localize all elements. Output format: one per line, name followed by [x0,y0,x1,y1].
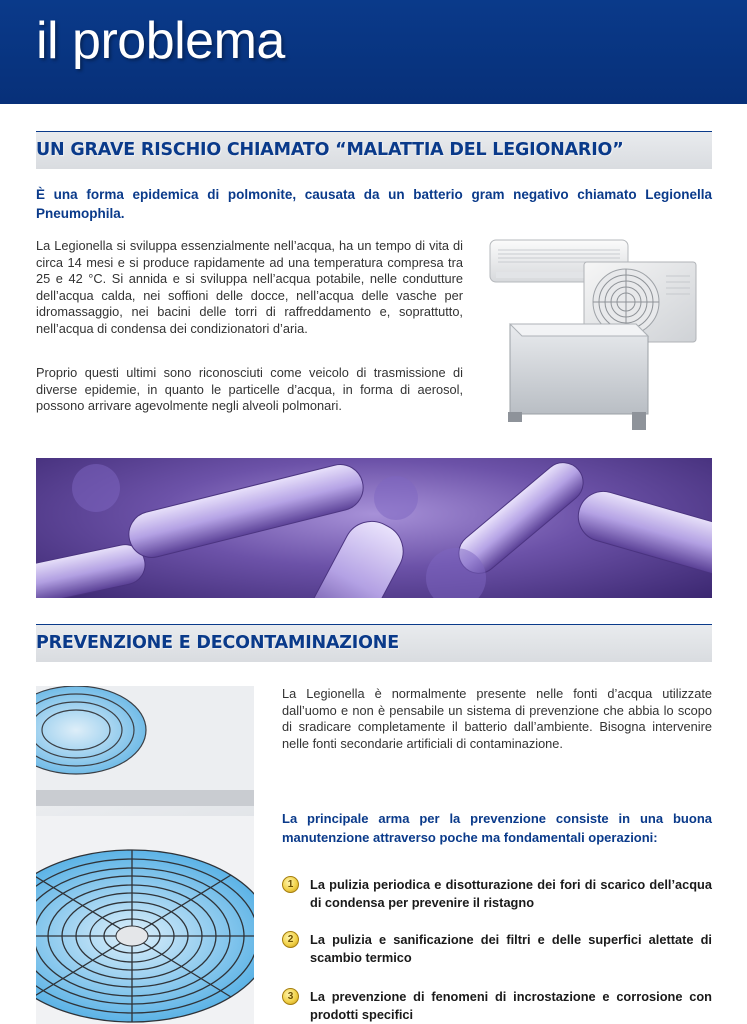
paragraph-prevention: La Legionella è normalmente presente nelle fonti d’acqua utilizzate dall’uomo e non è pensabile un sistema di prevenzione che abbia lo scopo di sradicare completamente il batterio dall’ambiente. Bisogna intervenire nelle fonti secondarie artificiali di contaminazione. [282,686,712,751]
step-number-badge: 2 [282,931,299,948]
header-band [0,0,747,104]
section-title: UN GRAVE RISCHIO CHIAMATO “MALATTIA DEL LEGIONARIO” [36,140,624,160]
legionella-bacteria-image [36,458,712,598]
page-title: il problema [36,12,285,70]
paragraph-legionella-habitat: La Legionella si sviluppa essenzialmente nell’acqua, ha un tempo di vita di circa 14 mesi e si produce rapidamente ad una temperatura compresa tra 25 e 42 °C. Si annida e si sviluppa nell’acqua potabile, nelle condutture dell’acqua calda, nei soffioni delle docce, nell’acqua delle vasche per idromassaggio, nei bacini delle torri di raffreddamento e, soprattutto, nell’acqua di condensa dei condizionatori d’aria. [36,238,463,336]
step-number-badge: 1 [282,876,299,893]
step-text: La pulizia e sanificazione dei filtri e delle superfici alettate di scambio termico [310,932,712,965]
prevention-lead: La principale arma per la prevenzione consiste in una buona manutenzione attraverso poche ma fondamentali operazioni: [282,811,712,845]
step-text: La prevenzione di fenomeni di incrostazione e corrosione con prodotti specifici [310,989,712,1022]
section-header-legionnaires [36,131,712,169]
section-title: PREVENZIONE E DECONTAMINAZIONE [36,633,399,653]
step-text: La pulizia periodica e disotturazione dei fori di scarico dell’acqua di condensa per prevenire il ristagno [310,877,712,910]
intro-lead: È una forma epidemica di polmonite, causata da un batterio gram negativo chiamato Legionella Pneumophila. [36,187,712,221]
condenser-fan-image [36,686,254,1024]
step-number-badge: 3 [282,988,299,1005]
paragraph-transmission: Proprio questi ultimi sono riconosciuti come veicolo di trasmissione di diverse epidemie, in quanto le particelle d’acqua, in forma di aerosol, possono arrivare agevolmente negli alveoli polmonari. [36,365,463,413]
air-conditioner-units-image [486,232,712,440]
section-header-prevention [36,624,712,662]
